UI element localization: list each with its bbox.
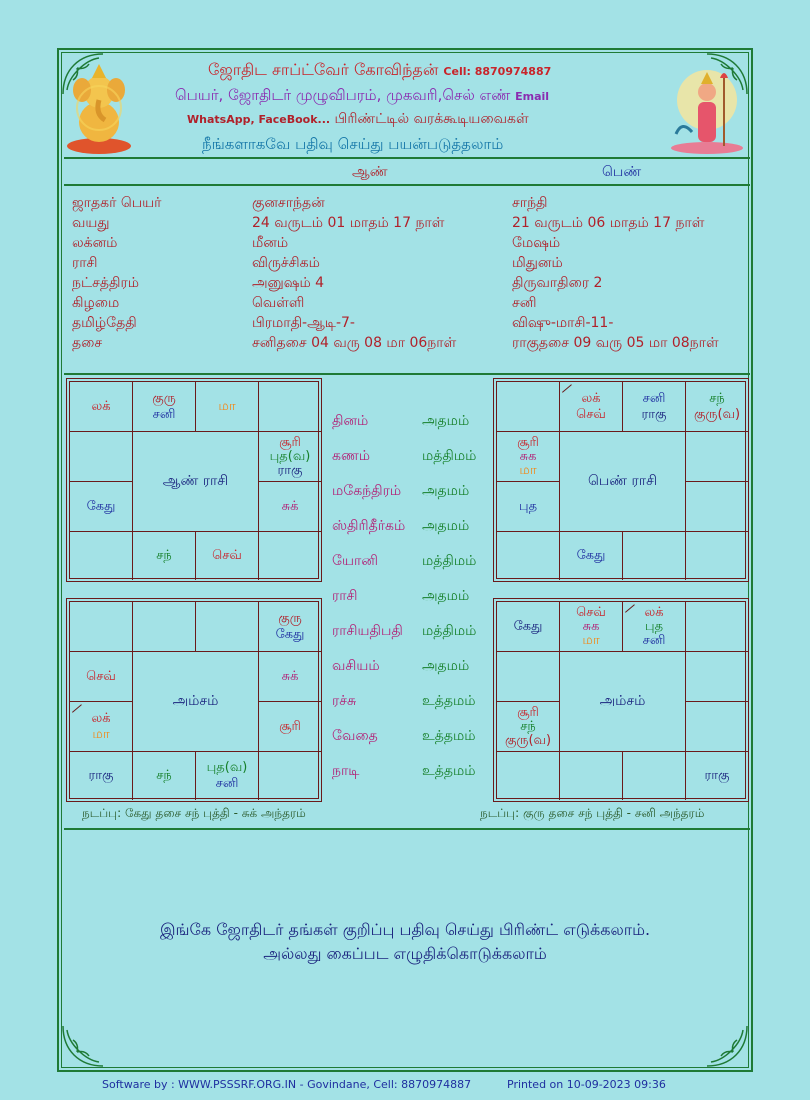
rasi-cell: சூரி சுக மா (497, 432, 560, 482)
rasi-cell: சனி ராகு (623, 382, 686, 432)
match-row: ஸ்திரிதீர்கம் அதமம் (332, 518, 470, 534)
male-amsam-chart (66, 598, 322, 802)
rasi-cell: சூரி புத(வ) ராகு (259, 432, 321, 482)
rasi-cell: சந் குரு(வ) (686, 382, 748, 432)
rasi-cell: சந் (133, 532, 196, 580)
rasi-cell: கேது (70, 482, 133, 532)
notes-line-1: இங்கே ஜோதிடர் தங்கள் குறிப்பு பதிவு செய்து பிரிண்ட் எடுக்கலாம். (159, 920, 651, 939)
header-title: ஜோதிட சாப்ட்வேர் கோவிந்தன் Cell: 8870974887 (208, 60, 552, 79)
header-print-info: WhatsApp, FaceBook... பிரிண்ட்டில் வரக்கூடியவைகள் (187, 111, 529, 127)
amsam-cell: ராகு (704, 768, 730, 783)
rasi-cell (70, 532, 133, 580)
footer-printed-date: Printed on 10-09-2023 09:36 (507, 1078, 666, 1091)
match-row: கணம் மத்திமம் (332, 448, 477, 464)
rasi-cell (497, 532, 560, 580)
match-row: வசியம் அதமம் (332, 658, 470, 674)
corner-ornament-bottom-right (705, 1024, 751, 1070)
divider (64, 373, 750, 375)
column-female: பெண் (602, 164, 642, 180)
amsam-cell: சந் (133, 752, 196, 800)
murugan-image (666, 64, 748, 154)
rasi-cell: மா (196, 382, 259, 432)
rasi-cell: லக் செவ் (560, 382, 623, 432)
rasi-cell (259, 382, 321, 432)
rasi-cell: கேது (560, 532, 623, 580)
male-rasi-title: ஆண் ராசி (133, 432, 259, 532)
corner-ornament-bottom-left (59, 1024, 105, 1070)
detail-labels: ஜாதகர் பெயர் வயது லக்னம் ராசி நட்சத்திரம் கிழமை தமிழ்தேதி தசை (72, 195, 162, 351)
divider (64, 828, 750, 830)
rasi-cell: புத (497, 482, 560, 532)
rasi-cell: சுக் (259, 482, 321, 532)
male-rasi-chart (66, 378, 322, 582)
female-running-period: நடப்பு: குரு தசை சந் புத்தி - சனி அந்தரம் (480, 806, 705, 820)
rasi-cell (686, 432, 748, 482)
amsam-cell: செவ் (70, 652, 133, 702)
match-row: யோனி மத்திமம் (332, 553, 477, 569)
rasi-cell: செவ் (196, 532, 259, 580)
rasi-cell: குரு சனி (133, 382, 196, 432)
amsam-cell: கேது (497, 602, 560, 652)
match-row: தினம் அதமம் (332, 413, 470, 429)
female-amsam-title: அம்சம் (560, 652, 686, 752)
rasi-cell (259, 532, 321, 580)
male-running-period: நடப்பு: கேது தசை சந் புத்தி - சுக் அந்தரம் (82, 806, 306, 820)
divider (64, 184, 750, 186)
female-rasi-title: பெண் ராசி (560, 432, 686, 532)
amsam-cell (70, 602, 133, 652)
female-amsam-chart (493, 598, 749, 802)
rasi-cell (70, 432, 133, 482)
amsam-cell (196, 602, 259, 652)
rasi-cell (497, 382, 560, 432)
amsam-cell: சூரி சந் குரு(வ) (497, 702, 560, 752)
match-row: மகேந்திரம் அதமம் (332, 483, 470, 499)
amsam-cell: புத(வ) சனி (196, 752, 259, 800)
amsam-cell: குரு கேது (259, 602, 321, 652)
amsam-cell (623, 752, 686, 800)
amsam-cell (133, 602, 196, 652)
match-row: ராசி அதமம் (332, 588, 470, 604)
amsam-cell: லக் புத சனி (623, 602, 686, 652)
amsam-cell: சூரி (259, 702, 321, 752)
amsam-cell: லக் மா (70, 702, 133, 752)
rasi-cell (686, 532, 748, 580)
rasi-cell (623, 532, 686, 580)
male-amsam-title: அம்சம் (133, 652, 259, 752)
amsam-cell (686, 652, 748, 702)
amsam-cell: சுக் (259, 652, 321, 702)
amsam-cell: செவ் சுக மா (560, 602, 623, 652)
amsam-cell (497, 652, 560, 702)
female-rasi-chart (493, 378, 749, 582)
detail-female-values: சாந்தி 21 வருடம் 06 மாதம் 17 நாள் மேஷம் மிதுனம் திருவாதிரை 2 சனி விஷு-மாசி-11- ராகுதசை 09 வரு 05 மா 08நாள் (512, 195, 719, 351)
amsam-cell (686, 602, 748, 652)
rasi-cell (686, 482, 748, 532)
footer-software-credit: Software by : WWW.PSSSRF.ORG.IN - Govindane, Cell: 8870974887 (102, 1078, 472, 1091)
header-subtitle: பெயர், ஜோதிடர் முழுவிபரம், முகவரி,செல் எண் Email (175, 86, 550, 104)
amsam-cell (686, 702, 748, 752)
amsam-cell (560, 752, 623, 800)
amsam-cell (497, 752, 560, 800)
notes-line-2: அல்லது கைப்பட எழுதிக்கொடுக்கலாம் (263, 944, 547, 963)
ganesha-image (64, 62, 134, 154)
match-row: ரச்சு உத்தமம் (332, 693, 476, 709)
divider (64, 157, 750, 159)
detail-male-values: குனசாந்தன் 24 வருடம் 01 மாதம் 17 நாள் மீனம் விருச்சிகம் அனுஷம் 4 வெள்ளி பிரமாதி-ஆடி-7- சனிதசை 04 வரு 08 மா 06நாள் (252, 195, 457, 351)
match-row: நாடி உத்தமம் (332, 763, 476, 779)
amsam-cell (259, 752, 321, 800)
match-row: ராசியதிபதி மத்திமம் (332, 623, 477, 639)
column-male: ஆண் (352, 164, 388, 180)
match-row: வேதை உத்தமம் (332, 728, 476, 744)
amsam-cell: ராகு (70, 752, 133, 800)
header-self-register: நீங்களாகவே பதிவு செய்து பயன்படுத்தலாம் (202, 135, 504, 153)
rasi-cell: லக் (70, 382, 133, 432)
